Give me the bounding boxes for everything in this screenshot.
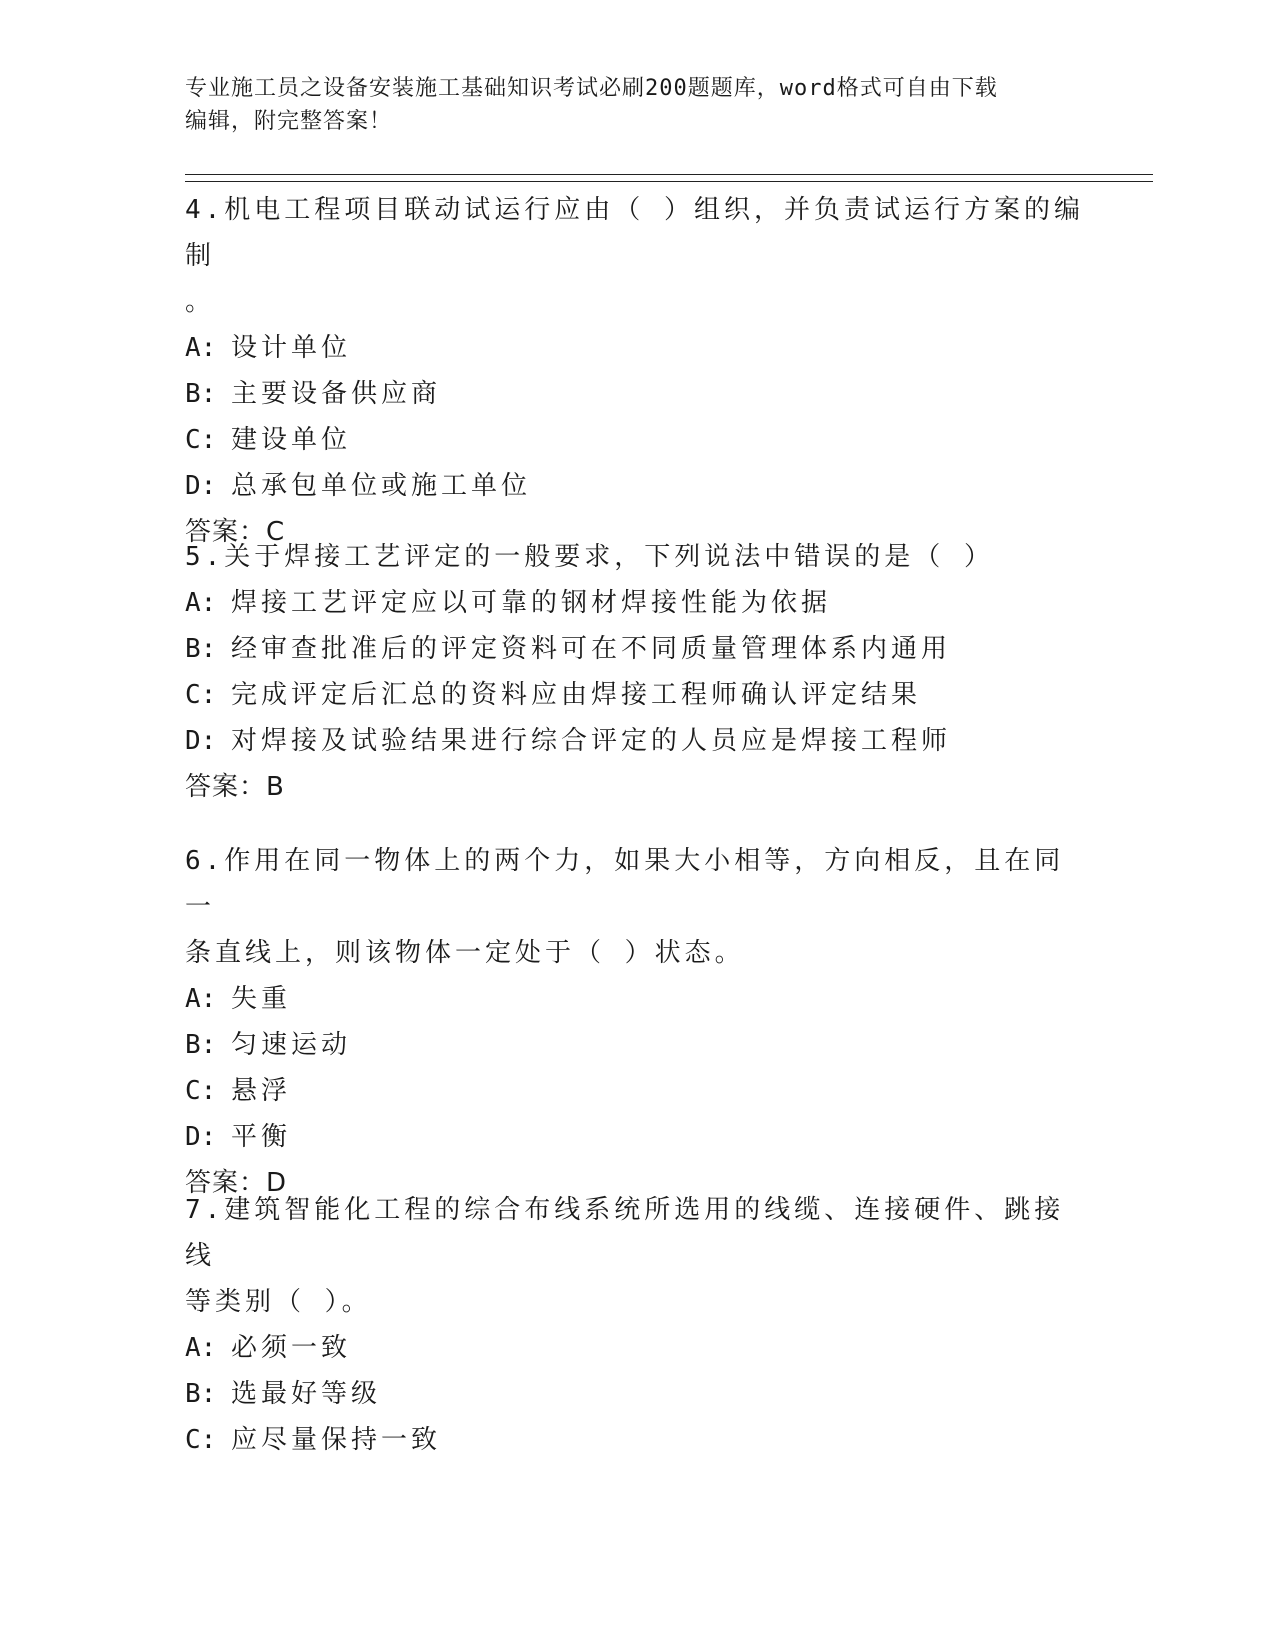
- option-a: [185, 325, 1085, 371]
- option-c: [185, 1068, 1085, 1114]
- option-key: B:: [185, 634, 217, 664]
- question-stem-line: 7.建筑智能化工程的综合布线系统所选用的线缆、连接硬件、跳接线: [185, 1195, 1065, 1271]
- question-4: [185, 187, 1085, 555]
- header-divider-bottom: [185, 181, 1153, 182]
- option-key: A:: [185, 984, 217, 1014]
- question-stem-line: 条直线上，则该物体一定处于（ ）状态。: [185, 938, 745, 968]
- option-text: 设计单位: [231, 333, 352, 363]
- question-stem-line: 5.关于焊接工艺评定的一般要求，下列说法中错误的是（ ）: [185, 542, 994, 572]
- option-b: [185, 626, 1085, 672]
- option-text: 失重: [231, 984, 292, 1014]
- header-divider-top: [185, 174, 1153, 175]
- question-5: [185, 534, 1085, 810]
- question-stem-line: 4.机电工程项目联动试运行应由（ ）组织，并负责试运行方案的编制: [185, 195, 1084, 271]
- option-text: 完成评定后汇总的资料应由焊接工程师确认评定结果: [231, 680, 922, 710]
- option-a: [185, 1325, 1085, 1371]
- option-key: D:: [185, 726, 217, 756]
- option-key: A:: [185, 1333, 217, 1363]
- option-c: [185, 1417, 1085, 1463]
- answer-line: 答案：B: [185, 772, 285, 802]
- option-text: 总承包单位或施工单位: [231, 471, 532, 501]
- option-text: 平衡: [231, 1122, 292, 1152]
- option-d: [185, 463, 1085, 509]
- option-b: [185, 1371, 1085, 1417]
- option-key: C:: [185, 1425, 217, 1455]
- option-a: [185, 580, 1085, 626]
- option-a: [185, 976, 1085, 1022]
- option-key: B:: [185, 1379, 217, 1409]
- header-line-2: 编辑，附完整答案！: [185, 109, 393, 134]
- option-d: [185, 718, 1085, 764]
- question-stem-line: 6.作用在同一物体上的两个力，如果大小相等，方向相反，且在同一: [185, 846, 1065, 922]
- option-key: B:: [185, 1030, 217, 1060]
- option-key: D:: [185, 1122, 217, 1152]
- question-stem-line: 等类别（ ）。: [185, 1287, 372, 1317]
- option-key: C:: [185, 680, 217, 710]
- option-text: 选最好等级: [231, 1379, 382, 1409]
- option-c: [185, 417, 1085, 463]
- question-7: [185, 1187, 1085, 1463]
- option-text: 主要设备供应商: [231, 379, 442, 409]
- question-stem-line: 。: [185, 287, 216, 317]
- option-key: C:: [185, 425, 217, 455]
- option-b: [185, 1022, 1085, 1068]
- option-b: [185, 371, 1085, 417]
- option-text: 悬浮: [231, 1076, 292, 1106]
- document-header: [185, 72, 1065, 138]
- option-text: 匀速运动: [231, 1030, 352, 1060]
- option-key: D:: [185, 471, 217, 501]
- option-d: [185, 1114, 1085, 1160]
- option-text: 对焊接及试验结果进行综合评定的人员应是焊接工程师: [231, 726, 952, 756]
- option-text: 应尽量保持一致: [231, 1425, 442, 1455]
- option-key: B:: [185, 379, 217, 409]
- option-text: 必须一致: [231, 1333, 352, 1363]
- option-c: [185, 672, 1085, 718]
- option-key: C:: [185, 1076, 217, 1106]
- answer-line: 答案：D: [185, 1168, 288, 1198]
- header-line-1: 专业施工员之设备安装施工基础知识考试必刷200题题库，word格式可自由下载: [185, 76, 998, 101]
- option-key: A:: [185, 588, 217, 618]
- question-6: [185, 838, 1085, 1206]
- option-text: 经审查批准后的评定资料可在不同质量管理体系内通用: [231, 634, 952, 664]
- answer-line: 答案：C: [185, 517, 286, 547]
- option-text: 建设单位: [231, 425, 352, 455]
- option-text: 焊接工艺评定应以可靠的钢材焊接性能为依据: [231, 588, 832, 618]
- option-key: A:: [185, 333, 217, 363]
